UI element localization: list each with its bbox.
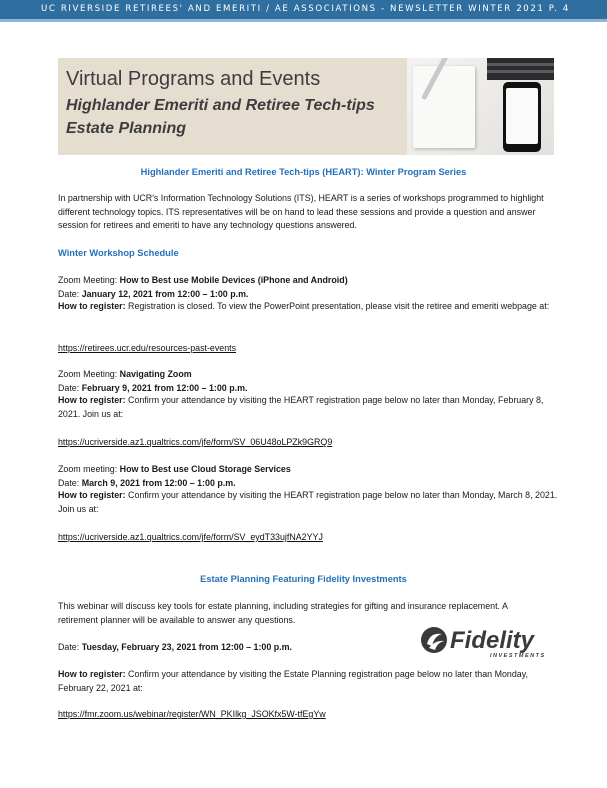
navigating-zoom-registration-link[interactable]: https://ucriverside.az1.qualtrics.com/jfe/form/SV_06U48oLPZk9GRQ9 [58,437,333,447]
laptop-image [487,58,554,80]
register-label: How to register: [58,490,126,500]
banner-title: Virtual Programs and Events [66,68,321,90]
register-instructions: Registration is closed. To view the PowerPoint presentation, please visit the retiree and emeriti webpage at: [125,301,550,311]
estate-intro: This webinar will discuss key tools for estate planning, including strategies for gifting and insurance replacement. A retirement planner will be available to answer any questions. [58,601,508,625]
newsletter-header-text: UC RIVERSIDE RETIREES' AND EMERITI / AE ASSOCIATIONS - NEWSLETTER WINTER 2021 P. 4 [41,4,570,14]
register-label: How to register: [58,395,126,405]
fidelity-tagline: INVESTMENTS [490,653,546,659]
program-banner [58,58,554,155]
past-events-link[interactable]: https://retirees.ucr.edu/resources-past-events [58,343,237,353]
register-label: How to register: [58,301,126,311]
estate-registration-link[interactable]: https://fmr.zoom.us/webinar/register/WN_PKIlkg_JSOKfx5W-tfEgYw [58,709,326,719]
estate-heading: Estate Planning Featuring Fidelity Investments [200,574,407,584]
schedule-heading: Winter Workshop Schedule [58,248,179,258]
heart-heading: Highlander Emeriti and Retiree Tech-tips (HEART): Winter Program Series [140,167,467,177]
estate-date: Tuesday, February 23, 2021 from 12:00 – 1:00 p.m. [81,642,292,652]
desk-photo [407,58,554,155]
keyboard-row [487,70,554,73]
fidelity-logo [420,626,560,660]
meeting-label: Zoom meeting: [58,464,120,474]
meeting-label: Zoom Meeting: [58,369,120,379]
session-title: How to Best use Cloud Storage Services [119,464,291,474]
cloud-storage-registration-link[interactable]: https://ucriverside.az1.qualtrics.com/jfe/form/SV_eydT33ujfNA2YYJ [58,532,323,542]
session-meeting-line [58,369,192,379]
heart-intro: In partnership with UCR's Information Technology Solutions (ITS), HEART is a series of workshops programmed to highlight different technology topics. ITS representatives will be on hand to lead these sessions and provide a question and answer session for retirees and emeriti to have any technology questions answered. [58,193,544,230]
date-label: Date: [58,383,82,393]
estate-register-text [58,668,558,695]
register-instructions: Confirm your attendance by visiting the HEART registration page below no later than Monday, February 8, 2021. Join us at: [58,395,544,419]
estate-date-line [58,642,292,652]
banner-subtitle-estate: Estate Planning [66,120,187,137]
session-date: February 9, 2021 from 12:00 – 1:00 p.m. [81,383,248,393]
meeting-label: Zoom Meeting: [58,275,120,285]
session-date: March 9, 2021 from 12:00 – 1:00 p.m. [81,478,236,488]
session-title: Navigating Zoom [119,369,192,379]
session-date-line [58,478,236,488]
register-label: How to register: [58,669,126,679]
session-register-text [58,489,558,516]
smartphone-screen [506,88,538,144]
smartphone-image [503,82,541,152]
fidelity-wordmark: Fidelity [450,627,535,654]
date-label: Date: [58,478,82,488]
session-register-text [58,300,558,314]
session-meeting-line [58,464,291,474]
session-date-line [58,289,248,299]
newsletter-header-bar [0,0,607,22]
register-instructions: Confirm your attendance by visiting the Estate Planning registration page below no later than Monday, February 22, 2021 at: [58,669,528,693]
notebook-image [413,66,475,148]
date-label: Date: [58,642,82,652]
register-instructions: Confirm your attendance by visiting the HEART registration page below no later than Monday, March 8, 2021. Join us at: [58,490,558,514]
session-date: January 12, 2021 from 12:00 – 1:00 p.m. [81,289,249,299]
keyboard-row [487,63,554,66]
session-date-line [58,383,247,393]
fidelity-swirl-icon [421,627,447,653]
date-label: Date: [58,289,82,299]
session-title: How to Best use Mobile Devices (iPhone and Android) [119,275,348,285]
session-meeting-line [58,275,348,285]
banner-subtitle-heart: Highlander Emeriti and Retiree Tech-tips [66,97,375,114]
session-register-text [58,394,558,421]
